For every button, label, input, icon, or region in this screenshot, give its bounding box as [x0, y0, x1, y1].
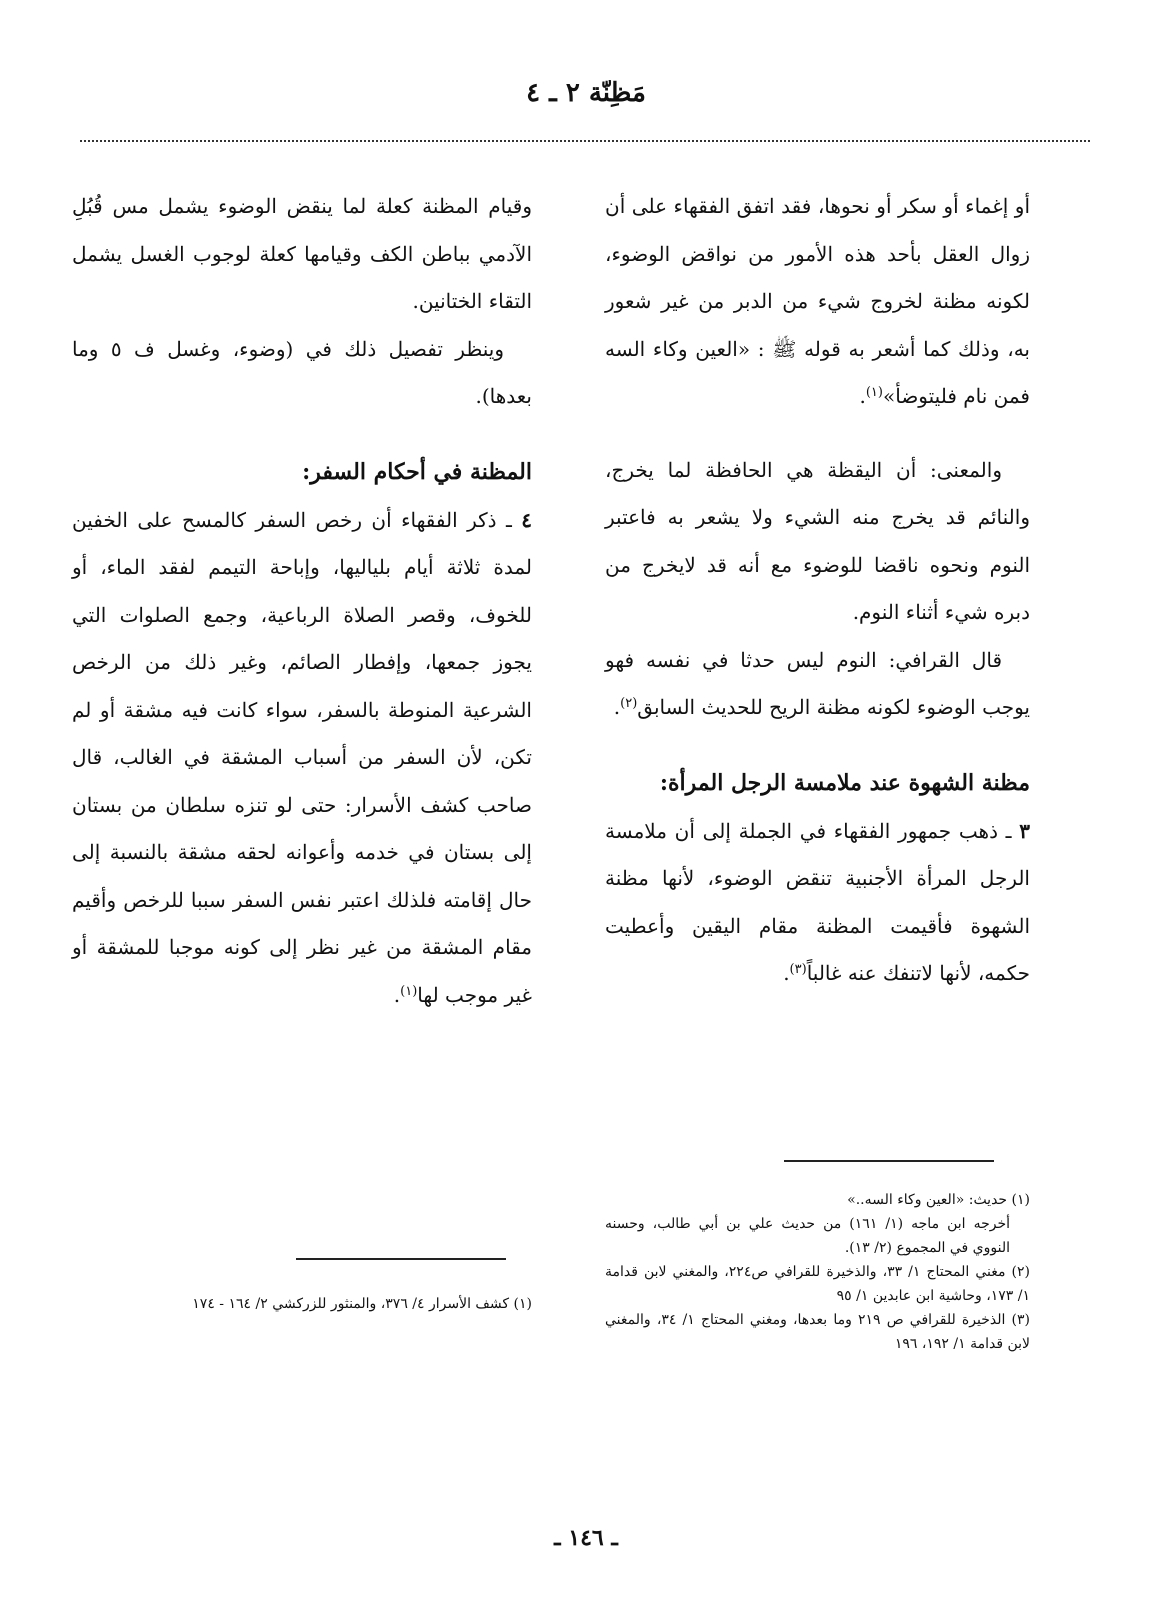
footnote: (٢) مغني المحتاج ١/ ٣٣، والذخيرة للقرافي ص٢٢٤، والمغني لابن قدامة ١/ ١٧٣، وحاشية ابن عابدين ١/ ٩٥	[605, 1264, 1030, 1304]
left-column	[72, 183, 532, 1019]
footnote: (١) كشف الأسرار ٤/ ٣٧٦، والمنثور للزركشي ٢/ ١٦٤ - ١٧٤	[192, 1296, 532, 1312]
footnote-ref: (١)	[865, 385, 883, 400]
section-paragraph: ٣ ـ ذهب جمهور الفقهاء في الجملة إلى أن ملامسة الرجل المرأة الأجنبية تنقض الوضوء، لأنها مظنة الشهوة فأقيمت المظنة مقام اليقين وأعطيت حكمه، لأنها لاتنفك عنه غالباً$^{(٣)}$.	[605, 818, 1031, 985]
paragraph-text: ـ ذهب جمهور الفقهاء في الجملة إلى أن ملامسة الرجل المرأة الأجنبية تنقض الوضوء، لأنها مظنة الشهوة فأقيمت المظنة مقام اليقين وأعطيت حكمه، لأنها لاتنفك عنه غالباً	[605, 818, 1030, 985]
footnote: أخرجه ابن ماجه (١/ ١٦١) من حديث علي بن أبي طالب، وحسنه النووي في المجموع (٢/ ١٣).	[605, 1216, 1011, 1256]
paragraph: أو إغماء أو سكر أو نحوها، فقد اتفق الفقهاء على أن زوال العقل بأحد هذه الأمور من نواقض الوضوء، لكونه مظنة لخروج شيء من الدبر من غير شعور به، وذلك كما أشعر به قوله ﷺ : «العين وكاء السه فمن نام فليتوضأ»$^{(١)}$.	[605, 194, 1030, 408]
footnote-ref: (٣)	[789, 962, 807, 977]
paragraph: والمعنى: أن اليقظة هي الحافظة لما يخرج، والنائم قد يخرج منه الشيء ولا يشعر به فاعتبر النوم ونحوه ناقضا للوضوء مع أنه قد لايخرج من دبره شيء أثناء النوم.	[605, 457, 1030, 624]
paragraph-text: ـ ذكر الفقهاء أن رخص السفر كالمسح على الخفين لمدة ثلاثة أيام بلياليها، وإباحة التيمم لفقد الماء، أو للخوف، وقصر الصلاة الرباعية، وجمع الصلوات التي يجوز جمعها، وإفطار الصائم، وغير ذلك من الرخص الشرعية المنوطة بالسفر، سواء كانت فيه مشقة أو لم تكن، لأن السفر من أسباب المشقة في الغالب، قال صاحب كشف الأسرار: حتى لو تنزه سلطان من بستان إلى بستان في خدمه وأعوانه لحقه مشقة بالنسبة إلى حال إقامته فلذلك اعتبر نفس السفر سببا للرخص وأقيم مقام المشقة من غير نظر إلى كونه موجبا للمشقة أو غير موجب لها	[72, 507, 532, 1007]
right-column	[605, 183, 1030, 998]
paragraph-text: أو إغماء أو سكر أو نحوها، فقد اتفق الفقهاء على أن زوال العقل بأحد هذه الأمور من نواقض الوضوء، لكونه مظنة لخروج شيء من الدبر من غير شعور به، وذلك كما أشعر به قوله ﷺ : «العين وكاء السه فمن نام فليتوضأ»	[605, 194, 1030, 408]
section-number: ٤	[521, 507, 532, 532]
paragraph: وينظر تفصيل ذلك في (وضوء، وغسل ف ٥ وما بعدها).	[72, 336, 532, 408]
section-paragraph: ٤ ـ ذكر الفقهاء أن رخص السفر كالمسح على الخفين لمدة ثلاثة أيام بلياليها، وإباحة التيمم لفقد الماء، أو للخوف، وقصر الصلاة الرباعية، وجمع الصلوات التي يجوز جمعها، وإفطار الصائم، وغير ذلك من الرخص الشرعية المنوطة بالسفر، سواء كانت فيه مشقة أو لم تكن، لأن السفر من أسباب المشقة في الغالب، قال صاحب كشف الأسرار: حتى لو تنزه سلطان من بستان إلى بستان في خدمه وأعوانه لحقه مشقة بالنسبة إلى حال إقامته فلذلك اعتبر نفس السفر سببا للرخص وأقيم مقام المشقة من غير نظر إلى كونه موجبا للمشقة أو غير موجب لها$^{(١)}$.	[72, 507, 532, 1007]
footnote: (١) حديث: «العين وكاء السه..»	[847, 1192, 1030, 1208]
spacer	[605, 732, 1030, 758]
paragraph: قال القرافي: النوم ليس حدثا في نفسه فهو يوجب الوضوء لكونه مظنة الريح للحديث السابق$^{(٢)}$.	[605, 647, 1030, 719]
footnotes-left	[72, 1292, 532, 1316]
header-divider	[80, 140, 1090, 142]
footnote: (٣) الذخيرة للقرافي ص ٢١٩ وما بعدها، ومغني المحتاج ١/ ٣٤، والمغني لابن قدامة ١/ ١٩٢، ١٩٦	[605, 1312, 1030, 1352]
paragraph-text: قال القرافي: النوم ليس حدثا في نفسه فهو يوجب الوضوء لكونه مظنة الريح للحديث السابق	[605, 647, 1030, 719]
section-heading: مظنة الشهوة عند ملامسة الرجل المرأة:	[659, 769, 1030, 796]
section-number: ٣	[1019, 818, 1031, 843]
footnote-divider	[296, 1258, 506, 1260]
footnote-ref: (٢)	[620, 696, 638, 711]
section-heading: المظنة في أحكام السفر:	[302, 458, 532, 485]
paragraph: وقيام المظنة كعلة لما ينقض الوضوء يشمل مس قُبُلِ الآدمي بباطن الكف وقيامها كعلة لوجوب الغسل يشمل التقاء الختانين.	[72, 194, 532, 313]
spacer	[605, 421, 1030, 447]
spacer	[72, 421, 532, 447]
footnotes-right	[605, 1188, 1030, 1356]
footnote-ref: (١)	[400, 983, 418, 999]
page-header: مَظِنّة ٢ ـ ٤	[526, 78, 646, 108]
page-number: ـ ١٤٦ ـ	[554, 1525, 618, 1551]
footnote-divider	[784, 1160, 994, 1162]
